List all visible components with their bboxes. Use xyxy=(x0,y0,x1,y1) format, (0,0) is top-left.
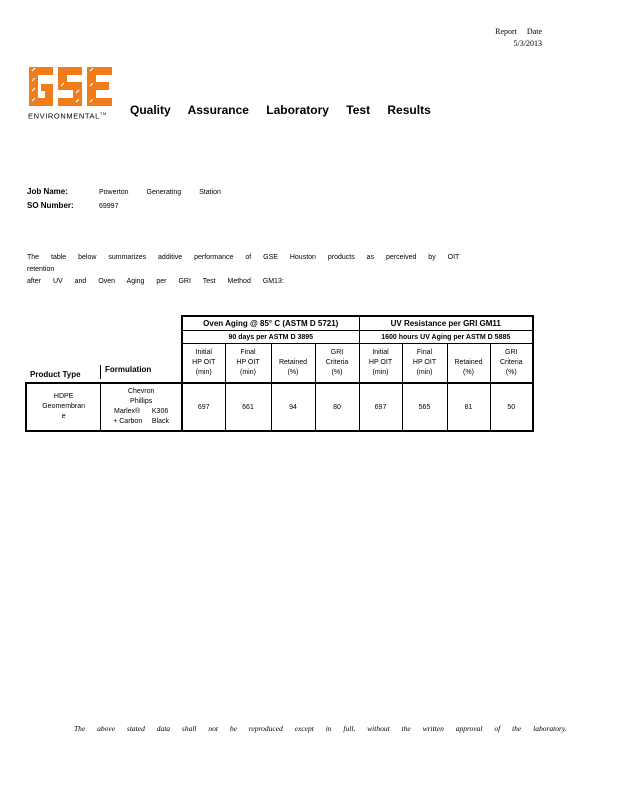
product-line: e xyxy=(61,413,66,420)
col-header-line: Initial xyxy=(195,349,212,356)
page-title: Quality Assurance Laboratory Test Results xyxy=(130,103,431,117)
col-header-uv-initial xyxy=(359,344,402,384)
group-header-oven: Oven Aging @ 85° C (ASTM D 5721) xyxy=(182,316,359,331)
so-number-label: SO Number: xyxy=(27,201,74,210)
cell-uv-criteria: 50 xyxy=(490,383,533,431)
col-header-uv-criteria xyxy=(490,344,533,384)
logo-trademark: TM xyxy=(99,111,107,116)
col-header-line xyxy=(272,348,315,358)
cell-oven-final: 661 xyxy=(225,383,271,431)
col-header-line: (%) xyxy=(331,369,343,376)
product-formulation-header-cell xyxy=(26,316,182,383)
cell-uv-final: 565 xyxy=(402,383,447,431)
cell-uv-initial: 697 xyxy=(359,383,402,431)
job-info xyxy=(27,185,221,213)
formulation-line: Phillips xyxy=(130,398,153,405)
col-header-line: Final xyxy=(416,349,433,356)
cell-oven-criteria: 80 xyxy=(315,383,359,431)
col-header-line: GRI xyxy=(330,349,344,356)
cell-product-type xyxy=(26,383,101,431)
col-header-oven-final xyxy=(225,344,271,384)
col-header-line: Final xyxy=(240,349,256,356)
col-header-line: Criteria xyxy=(325,359,349,366)
footer-disclaimer: The above stated data shall not be reproduced except in full, without the written approval of the laboratory. xyxy=(74,724,567,733)
col-header-line: Initial xyxy=(372,349,389,356)
col-header-line xyxy=(448,348,490,358)
col-header-oven-criteria xyxy=(315,344,359,384)
col-header-oven-retained xyxy=(271,344,315,384)
results-table xyxy=(25,315,534,432)
logo-letters xyxy=(29,67,112,106)
col-header-line: (min) xyxy=(416,369,433,376)
gse-logo xyxy=(26,62,126,124)
group-header-uv: UV Resistance per GRI GM11 xyxy=(359,316,533,331)
product-line: HDPE xyxy=(53,393,74,400)
so-number-row xyxy=(27,199,221,213)
col-header-line: HP OIT xyxy=(236,359,260,366)
summary-line-2: after UV and Oven Aging per GRI Test Method GM13: xyxy=(27,278,284,285)
cell-oven-retained: 94 xyxy=(271,383,315,431)
formulation-line: Marlex® K306 xyxy=(114,408,169,415)
col-header-line: HP OIT xyxy=(368,359,393,366)
report-date-label: Report Date xyxy=(495,27,542,36)
col-header-line: (%) xyxy=(463,369,474,376)
subgroup-header-uv: 1600 hours UV Aging per ASTM D 5885 xyxy=(359,331,533,344)
formulation-line: Chevron xyxy=(127,388,155,395)
cell-uv-retained: 81 xyxy=(447,383,490,431)
report-date-block xyxy=(480,26,542,50)
col-header-line: Criteria xyxy=(499,359,523,366)
job-name-label: Job Name: xyxy=(27,187,68,196)
cell-formulation xyxy=(101,383,182,431)
formulation-line: + Carbon Black xyxy=(113,418,170,425)
product-line: Geomembran xyxy=(42,403,86,410)
col-header-uv-final xyxy=(402,344,447,384)
job-name-row xyxy=(27,185,221,199)
summary-line-1: The table below summarizes additive performance of GSE Houston products as perceived by OIT retention xyxy=(27,254,460,273)
col-header-uv-retained xyxy=(447,344,490,384)
report-date-value: 5/3/2013 xyxy=(513,39,542,48)
col-product-type: Product Type xyxy=(30,370,81,379)
col-header-line: (min) xyxy=(195,369,212,376)
col-header-line: Retained xyxy=(454,359,483,366)
summary-text xyxy=(27,252,497,288)
col-header-line: (%) xyxy=(287,369,299,376)
table-row xyxy=(26,383,533,431)
cell-oven-initial: 697 xyxy=(182,383,225,431)
col-header-line: HP OIT xyxy=(412,359,437,366)
so-number-value: 69997 xyxy=(99,203,119,210)
col-header-line: HP OIT xyxy=(192,359,216,366)
col-header-oven-initial xyxy=(182,344,225,384)
subgroup-header-oven: 90 days per ASTM D 3895 xyxy=(182,331,359,344)
col-formulation: Formulation xyxy=(100,365,179,379)
logo-subtitle xyxy=(28,111,107,121)
col-header-line: (%) xyxy=(505,369,517,376)
col-header-line: (min) xyxy=(372,369,389,376)
job-name-value: Powerton Generating Station xyxy=(99,189,221,196)
header-labels xyxy=(28,317,179,379)
logo-subtitle-text: ENVIRONMENTAL xyxy=(28,111,100,121)
col-header-line: Retained xyxy=(278,359,308,366)
col-header-line: (min) xyxy=(240,369,256,376)
table-group-header-row xyxy=(26,316,533,331)
col-header-line: GRI xyxy=(505,349,518,356)
